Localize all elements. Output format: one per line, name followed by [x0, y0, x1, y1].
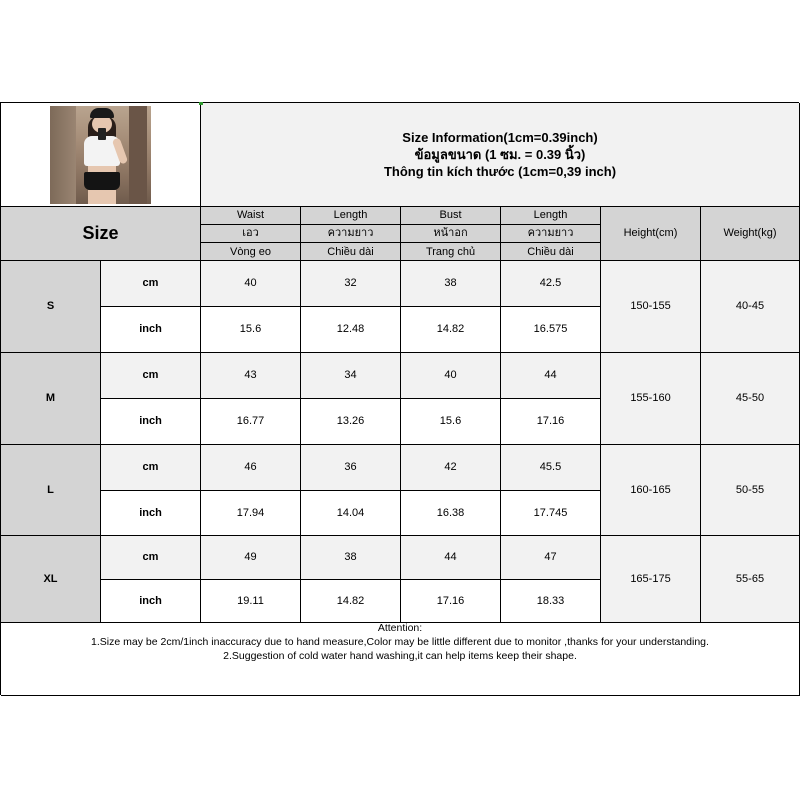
s-height: 150-155	[601, 261, 701, 353]
header-vi: Trang chủ	[425, 245, 476, 258]
unit-inch-label: inch	[101, 580, 201, 623]
l-length2-cm: 45.5	[501, 445, 601, 491]
m-waist-inch: 16.77	[201, 399, 301, 445]
info-line-vi: Thông tin kích thước (1cm=0,39 inch)	[383, 164, 617, 179]
xl-length2-cm: 47	[501, 536, 601, 580]
size-information-block	[201, 103, 800, 207]
header-th: ความยาว	[501, 225, 600, 243]
attention-title: Attention:	[377, 622, 423, 634]
attention-line-1: 1.Size may be 2cm/1inch inaccuracy due to hand measure,Color may be little different due to monitor ,thanks for your understanding.	[91, 636, 709, 648]
header-height: Height(cm)	[601, 207, 701, 261]
unit-inch-label: inch	[101, 491, 201, 536]
xl-waist-inch: 19.11	[201, 580, 301, 623]
l-bust-cm: 42	[401, 445, 501, 491]
unit-cm-label: cm	[101, 445, 201, 491]
product-photo-cell	[1, 103, 201, 207]
xl-length-inch: 14.82	[301, 580, 401, 623]
l-length-inch: 14.04	[301, 491, 401, 536]
xl-length2-inch: 18.33	[501, 580, 601, 623]
header-th: ความยาว	[301, 225, 400, 243]
header-weight: Weight(kg)	[701, 207, 800, 261]
header-vi: Chiều dài	[327, 245, 374, 258]
size-m-label: M	[1, 353, 101, 445]
s-weight: 40-45	[701, 261, 800, 353]
header-th: หน้าอก	[401, 225, 500, 243]
header-length	[301, 207, 401, 261]
header-en: Bust	[401, 207, 500, 225]
l-waist-inch: 17.94	[201, 491, 301, 536]
s-waist-cm: 40	[201, 261, 301, 307]
xl-bust-inch: 17.16	[401, 580, 501, 623]
attention-notes	[0, 621, 800, 663]
m-length-cm: 34	[301, 353, 401, 399]
xl-height: 165-175	[601, 536, 701, 623]
attention-line-2: 2.Suggestion of cold water hand washing,it can help items keep their shape.	[223, 650, 577, 662]
m-waist-cm: 43	[201, 353, 301, 399]
xl-bust-cm: 44	[401, 536, 501, 580]
s-length-cm: 32	[301, 261, 401, 307]
l-waist-cm: 46	[201, 445, 301, 491]
header-bust	[401, 207, 501, 261]
header-vi: Chiều dài	[527, 245, 574, 258]
xl-weight: 55-65	[701, 536, 800, 623]
header-th: เอว	[201, 225, 300, 243]
unit-inch-label: inch	[101, 307, 201, 353]
size-xl-label: XL	[1, 536, 101, 623]
size-header: Size	[1, 207, 201, 261]
header-en: Length	[501, 207, 600, 225]
l-length-cm: 36	[301, 445, 401, 491]
l-weight: 50-55	[701, 445, 800, 536]
s-length2-inch: 16.575	[501, 307, 601, 353]
m-weight: 45-50	[701, 353, 800, 445]
size-l-label: L	[1, 445, 101, 536]
s-bust-cm: 38	[401, 261, 501, 307]
header-length-2	[501, 207, 601, 261]
m-height: 155-160	[601, 353, 701, 445]
size-chart	[0, 102, 799, 695]
header-waist	[201, 207, 301, 261]
unit-cm-label: cm	[101, 261, 201, 307]
marker-dot	[199, 102, 203, 105]
m-length2-cm: 44	[501, 353, 601, 399]
s-waist-inch: 15.6	[201, 307, 301, 353]
header-en: Length	[301, 207, 400, 225]
l-length2-inch: 17.745	[501, 491, 601, 536]
m-bust-inch: 15.6	[401, 399, 501, 445]
info-line-en: Size Information(1cm=0.39inch)	[402, 130, 598, 145]
unit-cm-label: cm	[101, 353, 201, 399]
product-photo	[50, 106, 151, 204]
header-en: Waist	[201, 207, 300, 225]
m-length-inch: 13.26	[301, 399, 401, 445]
unit-inch-label: inch	[101, 399, 201, 445]
s-length-inch: 12.48	[301, 307, 401, 353]
info-line-th: ข้อมูลขนาด (1 ซม. = 0.39 นิ้ว)	[414, 147, 586, 162]
m-length2-inch: 17.16	[501, 399, 601, 445]
size-s-label: S	[1, 261, 101, 353]
s-length2-cm: 42.5	[501, 261, 601, 307]
xl-length-cm: 38	[301, 536, 401, 580]
unit-cm-label: cm	[101, 536, 201, 580]
l-bust-inch: 16.38	[401, 491, 501, 536]
s-bust-inch: 14.82	[401, 307, 501, 353]
l-height: 160-165	[601, 445, 701, 536]
header-vi: Vòng eo	[230, 245, 271, 258]
xl-waist-cm: 49	[201, 536, 301, 580]
m-bust-cm: 40	[401, 353, 501, 399]
